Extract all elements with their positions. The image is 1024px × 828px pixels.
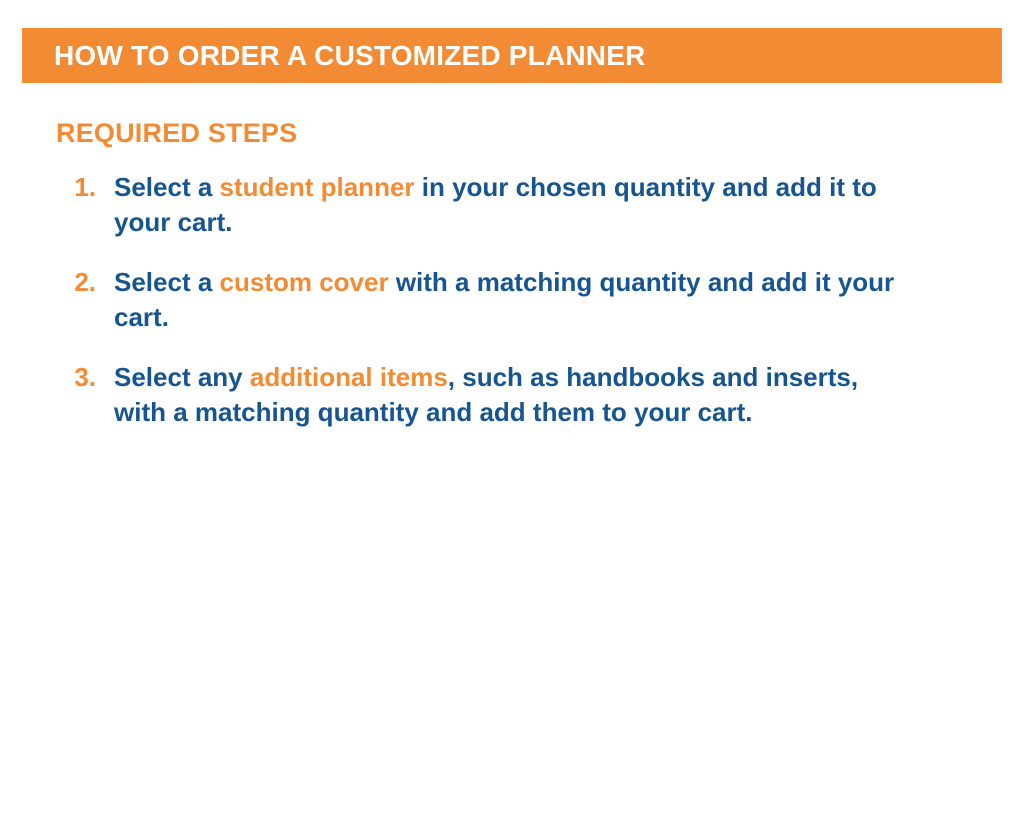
step-text-highlight: additional items <box>249 362 448 393</box>
step-number: 2. <box>74 267 96 298</box>
step-text <box>114 265 914 334</box>
step-text-after: in your chosen quantity and add it to your cart. <box>114 172 877 237</box>
step-text-highlight: student planner <box>219 172 415 202</box>
step-text-before: Select a <box>114 172 220 202</box>
list-item <box>56 170 956 239</box>
step-text-after: with a matching quantity and add it your cart. <box>114 267 895 332</box>
required-steps-list <box>56 170 956 455</box>
list-item <box>56 360 956 429</box>
step-text-highlight: custom cover <box>219 267 389 298</box>
header-banner <box>22 28 1002 83</box>
step-text <box>114 170 914 239</box>
list-item <box>56 265 956 334</box>
step-text-before: Select a <box>114 267 220 298</box>
step-number: 1. <box>74 172 96 202</box>
step-text-after: , such as handbooks and inserts, with a matching quantity and add them to your cart. <box>114 362 859 427</box>
section-heading: REQUIRED STEPS <box>56 118 298 148</box>
step-text <box>114 360 914 429</box>
step-text-before: Select any <box>114 362 250 393</box>
page-title: HOW TO ORDER A CUSTOMIZED PLANNER <box>54 39 646 71</box>
step-number: 3. <box>74 362 96 393</box>
